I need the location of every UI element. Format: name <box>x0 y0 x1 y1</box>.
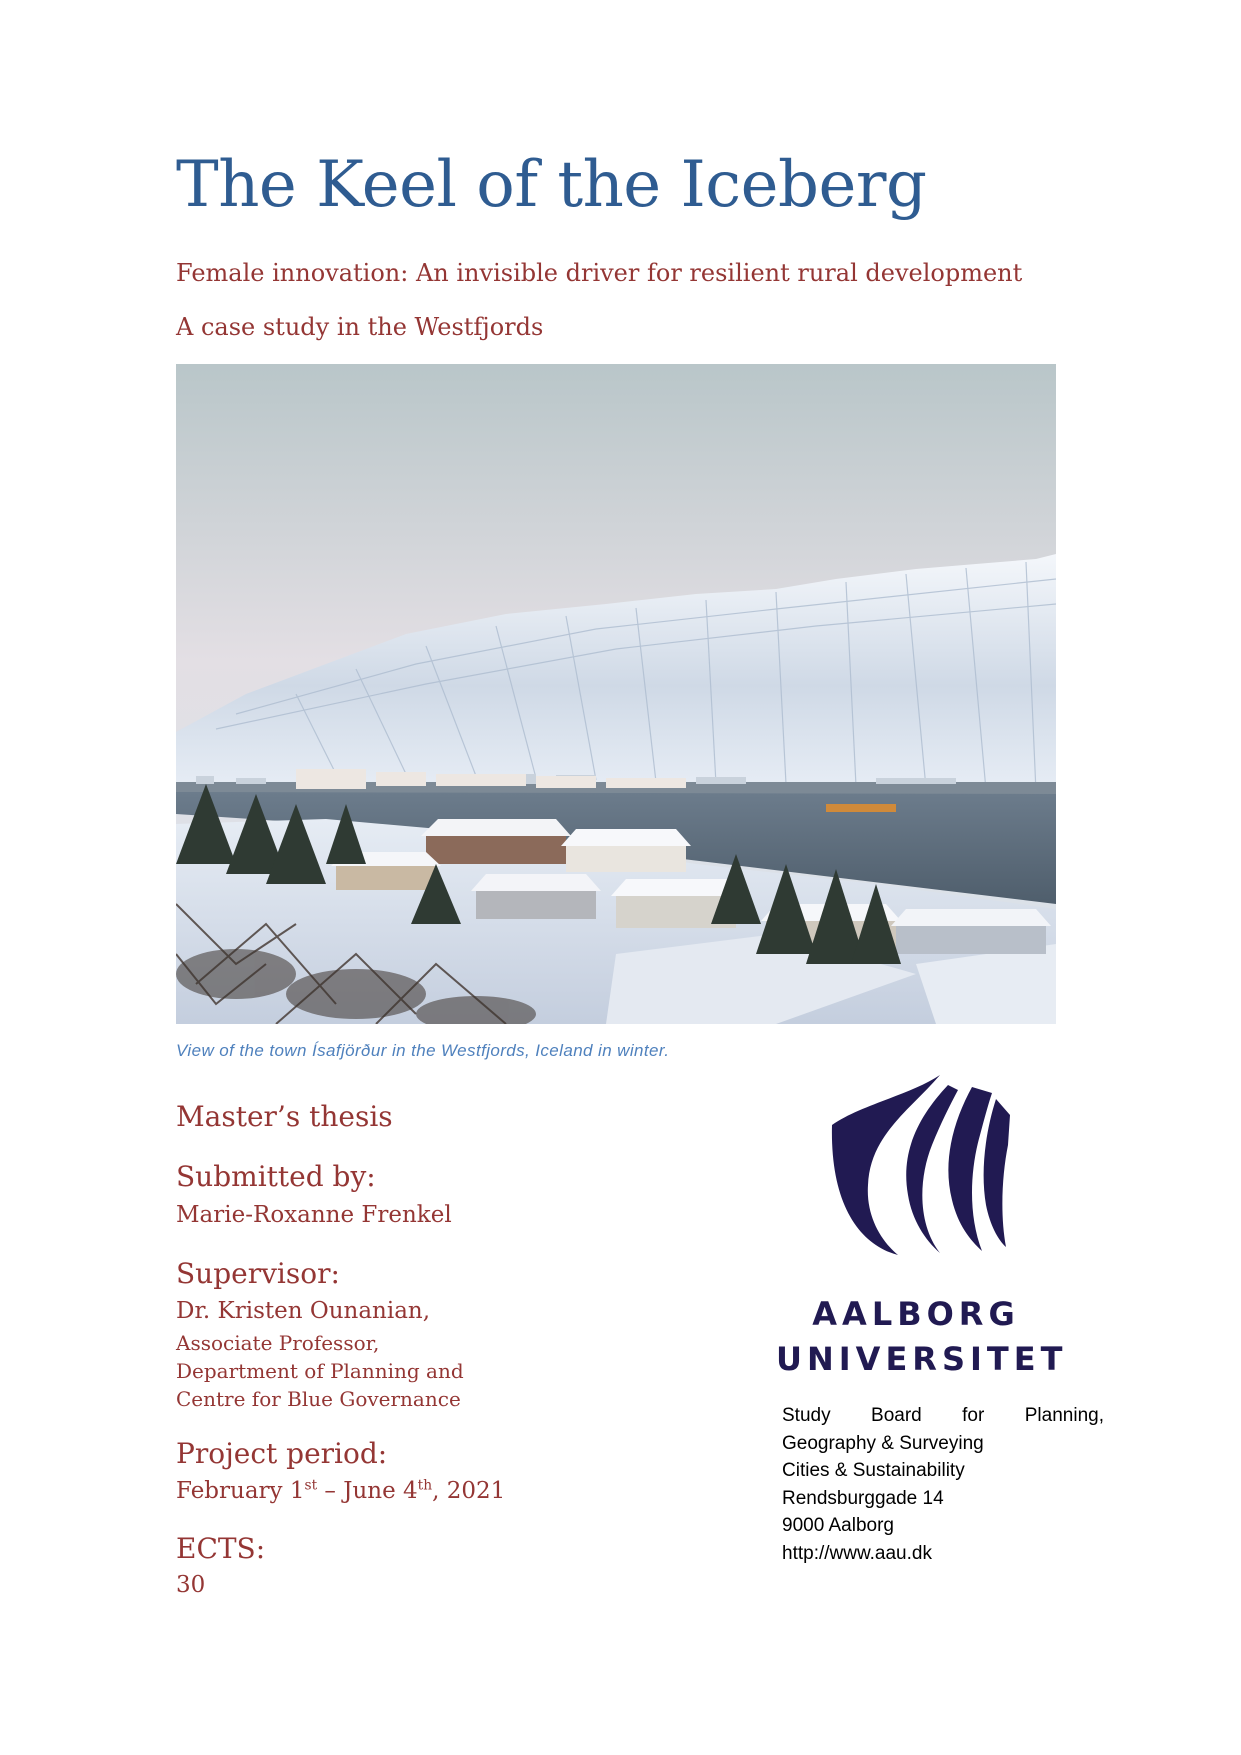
address-line: Study Board for Planning, <box>782 1405 1104 1426</box>
supervisor-department: Department of Planning and <box>176 1359 464 1383</box>
ects-label: ECTS: <box>176 1532 266 1565</box>
address-line: Cities & Sustainability <box>782 1460 965 1481</box>
address-block <box>782 1402 1104 1567</box>
thesis-title: The Keel of the Iceberg <box>176 148 927 222</box>
aalborg-university-logo-icon <box>830 1075 1010 1255</box>
address-line: Rendsburggade 14 <box>782 1487 944 1509</box>
thesis-type: Master’s thesis <box>176 1100 393 1133</box>
supervisor-label: Supervisor: <box>176 1257 340 1290</box>
cover-photo <box>176 364 1056 1024</box>
submitted-label: Submitted by: <box>176 1160 376 1193</box>
supervisor-title: Associate Professor, <box>176 1331 380 1355</box>
author-name: Marie-Roxanne Frenkel <box>176 1202 452 1228</box>
address-line: 9000 Aalborg <box>782 1515 894 1536</box>
supervisor-name: Dr. Kristen Ounanian, <box>176 1298 431 1324</box>
university-name-line1: AALBORG <box>812 1295 1020 1333</box>
university-website-link[interactable]: http://www.aau.dk <box>782 1542 932 1564</box>
university-name-line2: UNIVERSITET <box>776 1340 1068 1378</box>
photo-caption: View of the town Ísafjörður in the Westfjords, Iceland in winter. <box>176 1041 670 1060</box>
thesis-subtitle: Female innovation: An invisible driver for resilient rural development <box>176 259 1023 287</box>
case-study-line: A case study in the Westfjords <box>176 313 544 341</box>
address-line: Geography & Surveying <box>782 1432 984 1454</box>
project-period-label: Project period: <box>176 1437 388 1470</box>
supervisor-centre: Centre for Blue Governance <box>176 1387 461 1411</box>
ects-value: 30 <box>176 1572 206 1598</box>
project-period-value: February 1st – June 4th, 2021 <box>176 1477 506 1504</box>
